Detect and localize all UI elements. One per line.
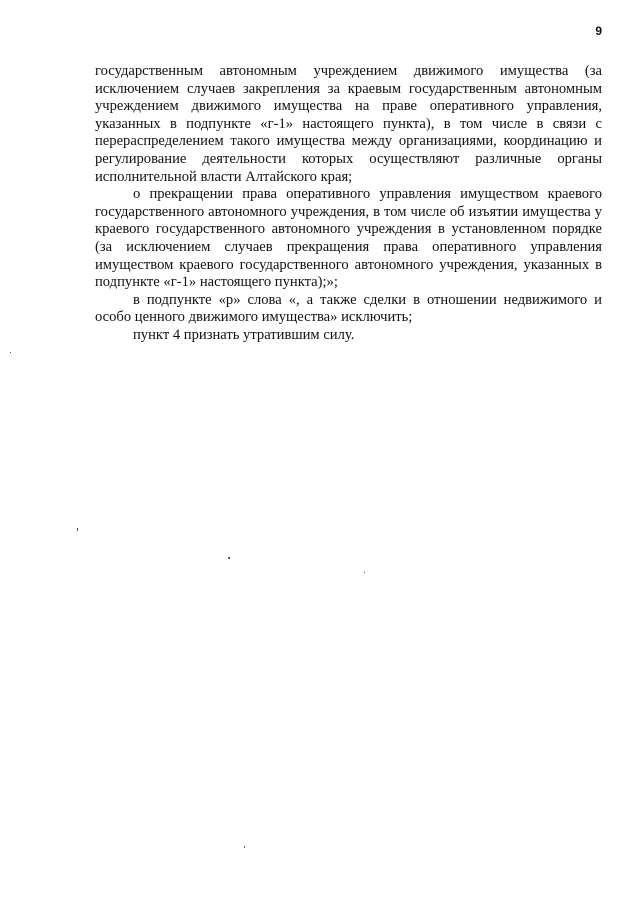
paragraph-subclause-r: в подпункте «р» слова «, а также сделки в отношении недвижимого и особо ценного движимого имущества» исключить; [95, 291, 602, 326]
scan-speck [228, 557, 230, 559]
paragraph-continuation: государственным автономным учреждением движимого имущества (за исключением случаев закрепления за краевым государственным автономным учреждением движимого имущества на праве оперативного управления, указанных в подпункте «г-1» настоящего пункта), в том числе в связи с перераспределением такого имущества между организациями, координацию и регулирование деятельности которых осуществляют различные органы исполнительной власти Алтайского края; [95, 63, 602, 185]
page-number: 9 [595, 24, 602, 38]
scan-speck [364, 572, 365, 573]
paragraph-clause-4: пункт 4 признать утратившим силу. [133, 326, 355, 343]
scan-speck [77, 528, 78, 531]
scan-speck [10, 352, 11, 353]
scan-speck [244, 846, 245, 848]
document-body [95, 63, 602, 345]
paragraph-termination-of-rights: о прекращении права оперативного управления имуществом краевого государственного автономного учреждения, в том числе об изъятии имущества у краевого государственного автономного учреждения в установленном порядке (за исключением случаев прекращения права оперативного управления имуществом краевого государственного автономного учреждения, указанных в подпункте «г-1» настоящего пункта);»; [95, 186, 602, 291]
